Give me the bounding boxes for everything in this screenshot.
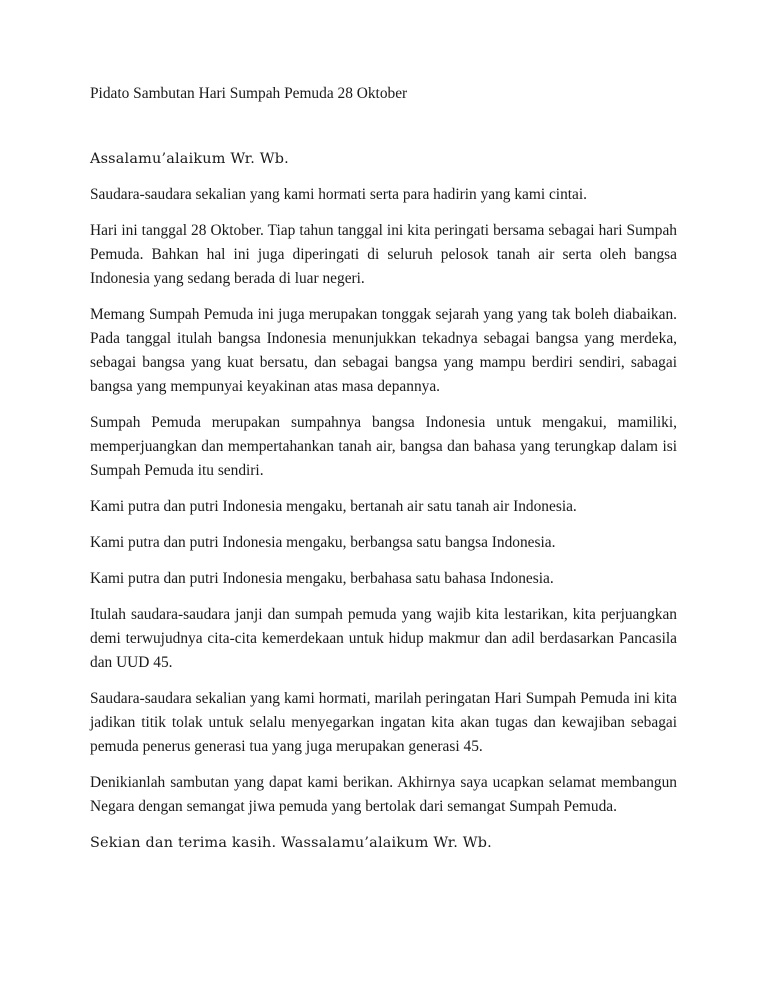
paragraph-opening-address: Saudara-saudara sekalian yang kami hormati serta para hadirin yang kami cintai. [90,186,588,203]
paragraph-conclusion: Denikianlah sambutan yang dapat kami berikan. Akhirnya saya ucapkan selamat membangun Negara dengan semangat jiwa pemuda yang bertolak dari semangat Sumpah Pemuda. [90,774,677,815]
paragraph-history: Memang Sumpah Pemuda ini juga merupakan tonggak sejarah yang yang tak boleh diabaikan. Pada tanggal itulah bangsa Indonesia menunjukkan tekadnya sebagai bangsa yang merdeka, sebagai bangsa yang kuat bersatu, dan sebagai bangsa yang mampu berdiri sendiri, sabagai bangsa yang mempunyai keyakinan atas masa depannya. [90,306,677,395]
greeting-line: Assalamu’alaikum Wr. Wb. [90,151,289,167]
paragraph-preserve-oath: Itulah saudara-saudara janji dan sumpah pemuda yang wajib kita lestarikan, kita perjuangkan demi terwujudnya cita-cita kemerdekaan untuk hidup makmur dan adil berdasarkan Pancasila dan UUD 45. [90,606,677,671]
paragraph-oath-line-1: Kami putra dan putri Indonesia mengaku, bertanah air satu tanah air Indonesia. [90,498,577,515]
document-title: Pidato Sambutan Hari Sumpah Pemuda 28 Oktober [90,85,408,102]
paragraph-call-to-action: Saudara-saudara sekalian yang kami hormati, marilah peringatan Hari Sumpah Pemuda ini kita jadikan titik tolak untuk selalu menyegarkan ingatan kita akan tugas dan kewajiban sebagai pemuda penerus generasi tua yang juga merupakan generasi 45. [90,690,677,755]
paragraph-date-intro: Hari ini tanggal 28 Oktober. Tiap tahun tanggal ini kita peringati bersama sebagai hari Sumpah Pemuda. Bahkan hal ini juga diperingati di seluruh pelosok tanah air serta oleh bangsa Indonesia yang sedang berada di luar negeri. [90,222,677,287]
paragraph-oath-meaning: Sumpah Pemuda merupakan sumpahnya bangsa Indonesia untuk mengakui, mamiliki, memperjuangkan dan mempertahankan tanah air, bangsa dan bahasa yang terungkap dalam isi Sumpah Pemuda itu sendiri. [90,414,677,479]
paragraph-oath-line-3: Kami putra dan putri Indonesia mengaku, berbahasa satu bahasa Indonesia. [90,570,554,587]
document-page [90,82,677,855]
paragraph-oath-line-2: Kami putra dan putri Indonesia mengaku, berbangsa satu bangsa Indonesia. [90,534,556,551]
closing-line: Sekian dan terima kasih. Wassalamu’alaikum Wr. Wb. [90,835,492,851]
